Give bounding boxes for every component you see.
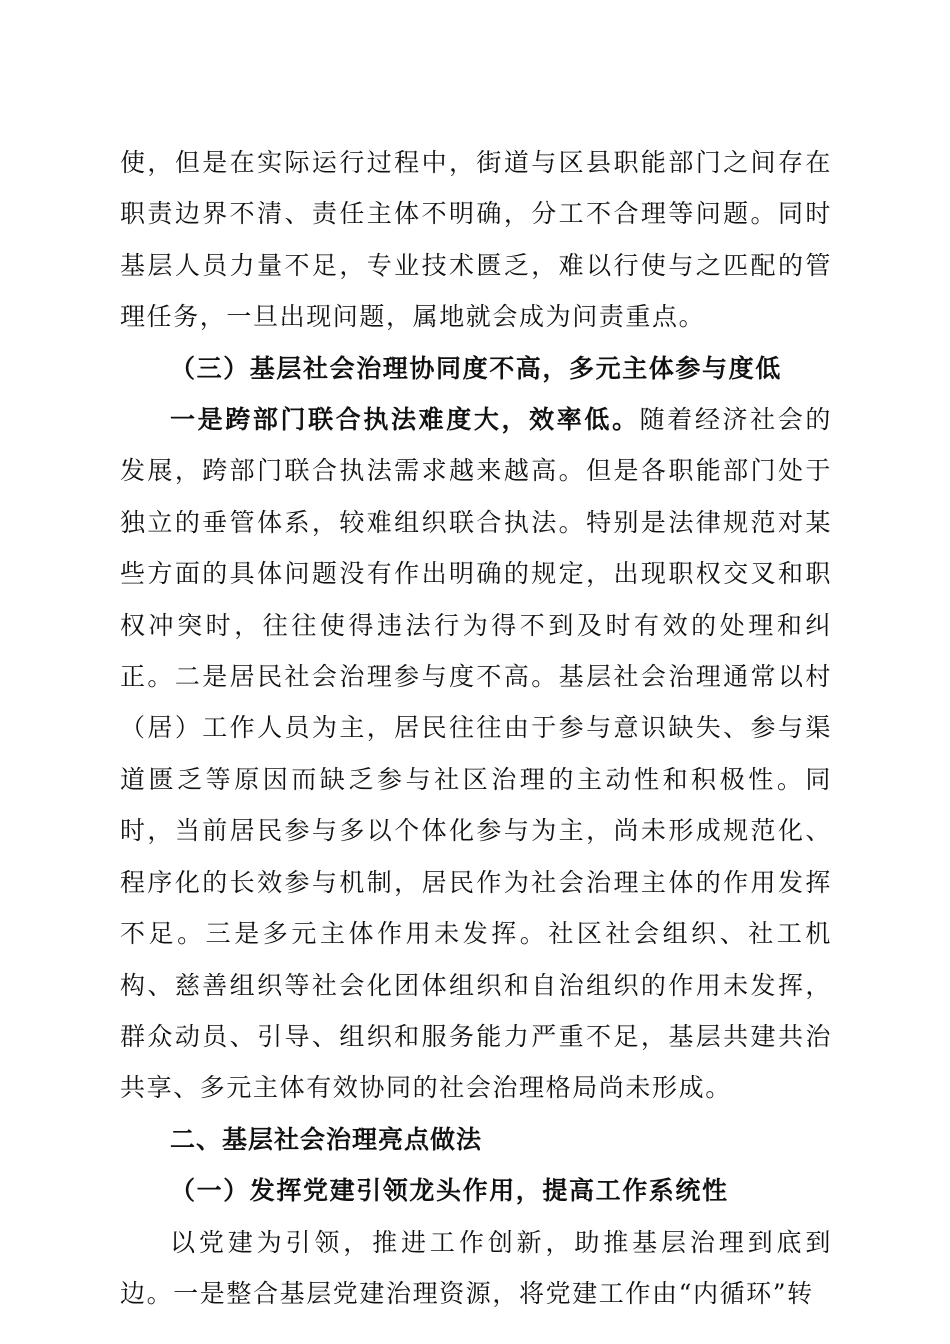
paragraph-body-text: 随着经济社会的发展，跨部门联合执法需求越来越高。但是各职能部门处于独立的垂管体系，较难组织联合执法。特别是法律规范对某些方面的具体问题没有作出明确的规定，出现职权交叉和职权冲突时，往往使得违法行为得不到及时有效的处理和纠正。二是居民社会治理参与度不高。基层社会治理通常以村（居）工作人员为主，居民往往由于参与意识缺失、参与渠道匮乏等原因而缺乏参与社区治理的主动性和积极性。同时，当前居民参与多以个体化参与为主，尚未形成规范化、程序化的长效参与机制，居民作为社会治理主体的作用发挥不足。三是多元主体作用未发挥。社区社会组织、社工机构、慈善组织等社会化团体组织和自治组织的作用未发挥，群众动员、引导、组织和服务能力严重不足，基层共建共治共享、多元主体有效协同的社会治理格局尚未形成。: [120, 405, 832, 1103]
section-heading-3: （三）基层社会治理协同度不高，多元主体参与度低: [170, 353, 782, 383]
document-body: [120, 137, 832, 1319]
paragraph-party-building: 以党建为引领，推进工作创新，助推基层治理到底到边。一是整合基层党建治理资源，将党建工作由“内循环”转: [120, 1227, 832, 1308]
chapter-heading-2: 二、基层社会治理亮点做法: [170, 1124, 483, 1154]
paragraph-responsibility-boundaries: 使，但是在实际运行过程中，街道与区县职能部门之间存在职责边界不清、责任主体不明确，分工不合理等问题。同时基层人员力量不足，专业技术匮乏，难以行使与之匹配的管理任务，一旦出现问题，属地就会成为问责重点。: [120, 148, 832, 332]
paragraph-lead-sentence: 一是跨部门联合执法难度大，效率低。: [170, 405, 640, 435]
paragraph-coordination-issues: [120, 394, 832, 1114]
section-heading-2-1: （一）发挥党建引领龙头作用，提高工作系统性: [170, 1176, 729, 1206]
